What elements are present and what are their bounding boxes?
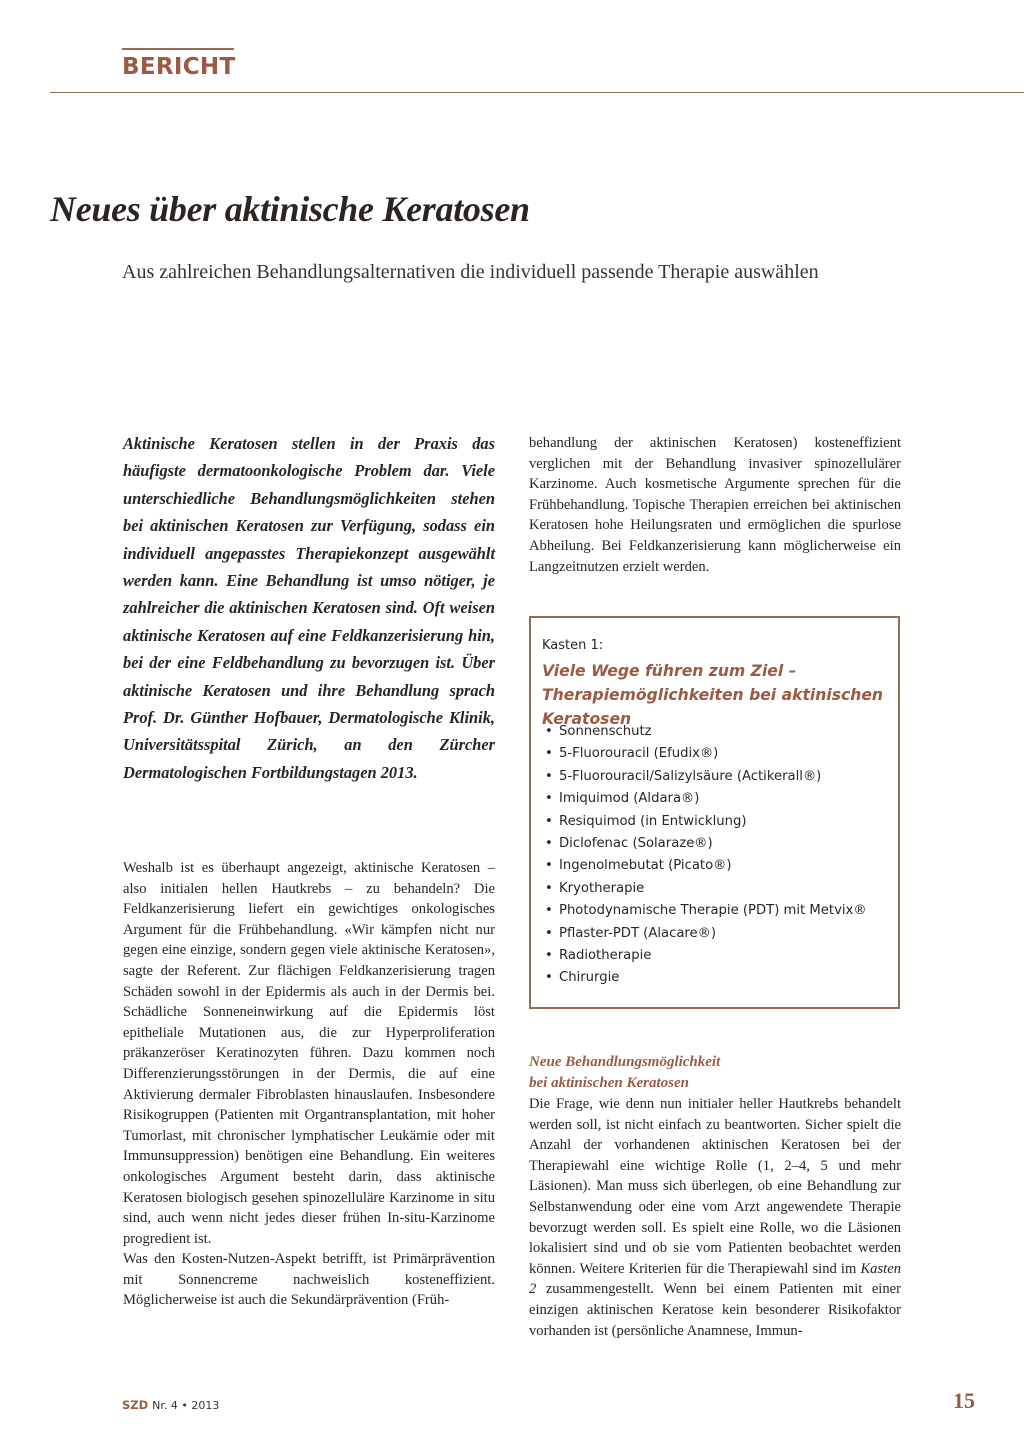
therapy-list-item: • 5-Fluorouracil (Efudix®)	[545, 743, 867, 765]
body-paragraph: behandlung der aktinischen Keratosen) kosteneffizient verglichen mit der Behandlung invasiver spinozellulärer Karzinome. Auch kosmetische Argumente sprechen für die Frühbehandlung. Topische Therapien erreichen bei aktinischen Keratosen hohe Heilungsraten und ermöglichen die spurlose Abheilung. Bei Feldkanzerisierung kann möglicherweise ein Langzeitnutzen erzielt werden.	[529, 435, 901, 575]
right-column-top	[529, 433, 901, 577]
body-text: Die Frage, wie denn nun initialer heller Hautkrebs behandelt werden soll, ist nicht einfach zu beantworten. Sicher spielt die Anzahl der vorhandenen aktinischen Keratosen bei der Therapiewahl eine wichtige Rolle (1, 2–4, 5 und mehr Läsionen). Man muss sich überlegen, ob eine Behandlung zur Selbstanwendung oder eine vom Arzt angewendete Therapie bevorzugt werden soll. Es spielt eine Rolle, wo die Läsionen lokalisiert sind und ob sie vom Patienten beobachtet werden können. Weitere Kriterien für die Therapiewahl sind im	[529, 1096, 901, 1277]
therapy-list-item: • Resiquimod (in Entwicklung)	[545, 811, 867, 833]
subheading-line: Neue Behandlungsmöglichkeit	[529, 1054, 721, 1070]
box-reference: Kasten 2	[529, 1260, 901, 1298]
section-label: BERICHT	[122, 54, 236, 80]
header-accent-line	[122, 48, 234, 50]
body-paragraph: Was den Kosten-Nutzen-Aspekt betrifft, ist Primärprävention mit Sonnencreme nachweislich kosteneffizient. Möglicherweise ist auch die Sekundärprävention (Früh-	[123, 1251, 495, 1309]
article-lead: Aktinische Keratosen stellen in der Praxis das häufigste dermatoonkologische Problem dar. Viele unterschiedliche Behandlungsmöglichkeiten stehen bei aktinischen Keratosen zur Verfügung, sodass ein individuell angepasstes Therapiekonzept ausgewählt werden kann. Eine Behandlung ist umso nötiger, je zahlreicher die aktinischen Keratosen sind. Oft weisen aktinische Keratosen auf eine Feldkanzerisierung hin, bei der eine Feldbehandlung zu bevorzugen ist. Über aktinische Keratosen und ihre Behandlung sprach Prof. Dr. Günther Hofbauer, Dermatologische Klinik, Universitätsspital Zürich, an den Zürcher Dermatologischen Fortbildungstagen 2013.	[123, 434, 495, 782]
info-box-title: Viele Wege führen zum Ziel – Therapiemöglichkeiten bei aktinischen Keratosen	[542, 662, 884, 728]
right-column-bottom	[529, 1094, 901, 1341]
info-box-kicker: Kasten 1:	[542, 638, 604, 653]
therapy-list-item: • 5-Fluorouracil/Salizylsäure (Actikerall®)	[545, 766, 867, 788]
issue-info: Nr. 4 • 2013	[152, 1399, 220, 1412]
therapy-list-item: • Chirurgie	[545, 967, 867, 989]
info-box	[529, 616, 900, 1009]
journal-logo: SZD	[122, 1398, 149, 1412]
therapy-list-item: • Kryotherapie	[545, 878, 867, 900]
therapy-list-item: • Pflaster-PDT (Alacare®)	[545, 923, 867, 945]
section-subheading	[529, 1052, 901, 1093]
therapy-list-item: • Photodynamische Therapie (PDT) mit Metvix®	[545, 900, 867, 922]
body-text: zusammengestellt. Wenn bei einem Patienten mit einer einzigen aktinischen Keratose kein besonderer Risikofaktor vorhanden ist (persönliche Anamnese, Immun-	[529, 1281, 901, 1339]
therapy-list	[545, 721, 867, 990]
header-divider	[50, 92, 1024, 93]
body-paragraph	[529, 1094, 901, 1341]
therapy-list-item: • Sonnenschutz	[545, 721, 867, 743]
left-column	[123, 858, 495, 1311]
footer-journal	[122, 1398, 219, 1412]
article-title: Neues über aktinische Keratosen	[50, 189, 530, 229]
therapy-list-item: • Ingenolmebutat (Picato®)	[545, 855, 867, 877]
page-number: 15	[953, 1388, 975, 1413]
therapy-list-item: • Diclofenac (Solaraze®)	[545, 833, 867, 855]
therapy-list-item: • Radiotherapie	[545, 945, 867, 967]
article-subtitle: Aus zahlreichen Behandlungsalternativen die individuell passende Therapie auswählen	[122, 261, 819, 283]
body-paragraph: Weshalb ist es überhaupt angezeigt, aktinische Keratosen – also initialen hellen Hautkrebs – zu behandeln? Die Feldkanzerisierung liefert ein gewichtiges onkologisches Argument für die Frühbehandlung. «Wir kämpfen nicht nur gegen eine einzige, sondern gegen viele aktinische Keratosen», sagte der Referent. Zur flächigen Feldkanzerisierung tragen Schäden sowohl in der Epidermis als auch in der Dermis bei. Schädliche Sonneneinwirkung auf die Epidermis löst epitheliale Mutationen aus, die zur Hyperproliferation präkanzeröser Keratinozyten führen. Dazu kommen noch Differenzierungsstörungen in der Dermis, die auf eine Aktivierung dermaler Fibroblasten hinauslaufen. Insbesondere Risikogruppen (Patienten mit Organtransplantation, mit hoher Tumorlast, mit chronischer lymphatischer Leukämie oder mit Immunsuppression) benötigen eine Behandlung. Ein weiteres onkologisches Argument besteht darin, dass aktinische Keratosen biologisch gesehen spinozelluläre Karzinome in situ sind, auch wenn nicht jedes dieser frühen In-situ-Karzinome progredient ist.	[123, 860, 495, 1247]
subheading-line: bei aktinischen Keratosen	[529, 1074, 690, 1091]
therapy-list-item: • Imiquimod (Aldara®)	[545, 788, 867, 810]
